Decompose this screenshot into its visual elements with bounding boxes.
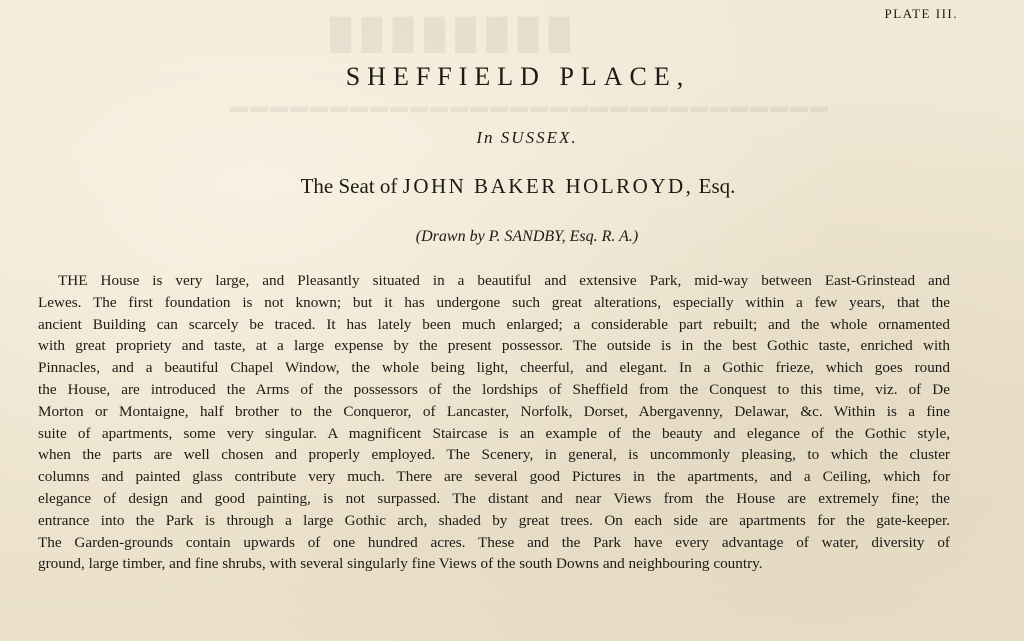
paragraph-line: when the parts are well chosen and properly employed. The Scenery, in general, is uncommonly pleasing, to which the cluster xyxy=(38,446,950,464)
paragraph-line: with great propriety and taste, at a large expense by the present possessor. The outside is in the best Gothic taste, enriched with xyxy=(38,337,950,355)
paragraph-line: The Garden-grounds contain upwards of one hundred acres. These and the Park have every advantage of water, diversity of xyxy=(38,533,950,551)
paragraph-line: suite of apartments, some very singular. A magnificent Staircase is an example of the beauty and elegance of the Gothic style, xyxy=(38,424,950,442)
location-subtitle: In SUSSEX. xyxy=(476,128,578,147)
page-title: SHEFFIELD PLACE, xyxy=(345,62,691,91)
paragraph-line: elegance of design and good painting, is not surpassed. The distant and near Views from the House are extremely fine; the xyxy=(38,489,950,507)
seat-suffix: Esq. xyxy=(698,174,736,198)
paragraph-line: Lewes. The first foundation is not known; but it has undergone such great alterations, especially within a few years, that the xyxy=(38,293,950,311)
paragraph-line: Pinnacles, and a beautiful Chapel Window, the whole being light, cheerful, and elegant. In a Gothic frieze, which goes round xyxy=(38,359,950,377)
paragraph-line: entrance into the Park is through a large Gothic arch, shaded by great trees. On each side are apartments for the gate-keeper. xyxy=(38,511,950,529)
description-paragraph xyxy=(38,270,950,575)
bleed-through-decoration: ████████ xyxy=(330,18,581,51)
seat-line xyxy=(0,174,1024,199)
paragraph-line: columns and painted glass contribute very much. There are several good Pictures in the apartments, and a Ceiling, which for xyxy=(38,468,950,486)
bleed-through-decoration: ▬▬▬▬▬▬▬▬▬▬▬▬▬▬▬▬▬▬▬▬▬▬▬▬▬▬▬▬▬▬ xyxy=(230,96,830,116)
paragraph-line: ancient Building can scarcely be traced. It has lately been much enlarged; a considerable part rebuilt; and the whole ornamented xyxy=(38,315,950,333)
paragraph-line: THE House is very large, and Pleasantly situated in a beautiful and extensive Park, mid-way between East-Grinstead and xyxy=(58,272,950,289)
artist-credit: (Drawn by P. SANDBY, Esq. R. A.) xyxy=(415,228,639,245)
paragraph-line: ground, large timber, and fine shrubs, with several singularly fine Views of the south Downs and neighbouring country. xyxy=(38,555,763,573)
owner-name: JOHN BAKER HOLROYD, xyxy=(402,174,694,198)
paragraph-line: the House, are introduced the Arms of the possessors of the lordships of Sheffield from the Conquest to this time, viz. of De xyxy=(38,380,950,398)
plate-number: PLATE III. xyxy=(884,6,958,21)
paragraph-line: Morton or Montaigne, half brother to the Conqueror, of Lancaster, Norfolk, Dorset, Abergavenny, Delawar, &c. Within is a fine xyxy=(38,402,950,420)
seat-prefix: The Seat of xyxy=(300,174,398,198)
